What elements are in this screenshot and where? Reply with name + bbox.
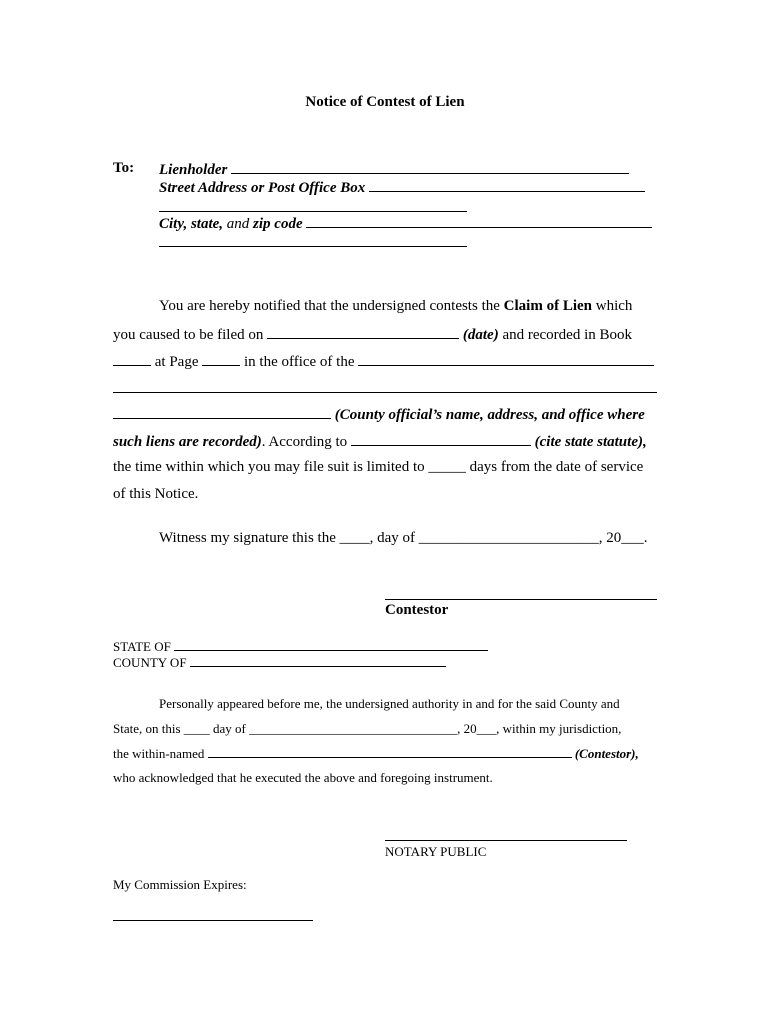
para1-line7: the time within which you may file suit is limited to _____ days from the date of service: [113, 459, 644, 475]
contestor-role-label: (Contestor),: [574, 746, 639, 761]
para1-text: which: [592, 298, 633, 314]
para1-text: you caused to be filed on: [113, 327, 268, 343]
zip-label: zip code: [253, 216, 303, 232]
para1-line3: [113, 352, 654, 371]
para1-text: You are hereby notified that the undersigned contests the: [159, 298, 504, 314]
county-of-label: COUNTY OF: [113, 655, 187, 670]
street-line: [159, 178, 645, 197]
commission-expires-label: My Commission Expires:: [113, 877, 247, 892]
contestor-name-blank[interactable]: [208, 746, 572, 758]
office-blank[interactable]: [358, 352, 654, 366]
book-blank[interactable]: [113, 352, 151, 366]
lienholder-blank[interactable]: [231, 160, 629, 174]
lienholder-label: Lienholder: [159, 162, 228, 178]
statute-blank[interactable]: [351, 432, 531, 446]
notary-signature-line[interactable]: [385, 840, 627, 841]
para1-line5: [113, 405, 645, 424]
liens-recorded-label: such liens are recorded): [113, 434, 262, 450]
street-label: Street Address or Post Office Box: [159, 180, 366, 196]
para1-line6: [113, 432, 647, 451]
para1-text: . According to: [261, 434, 351, 450]
notary-public-label: NOTARY PUBLIC: [385, 844, 487, 859]
contestor-signature-line[interactable]: [385, 599, 657, 600]
contestor-label: Contestor: [385, 602, 449, 618]
date-filed-blank[interactable]: [267, 325, 459, 339]
county-of-line: [113, 655, 446, 671]
date-label: (date): [462, 327, 499, 343]
para1-text: and recorded in Book: [498, 327, 632, 343]
notary-line3: [113, 746, 639, 762]
para1-text: at Page: [151, 354, 203, 370]
document-title: Notice of Contest of Lien: [305, 94, 465, 110]
claim-of-lien: Claim of Lien: [503, 298, 592, 314]
city-blank-2[interactable]: [159, 246, 467, 247]
city-line: [159, 214, 652, 233]
street-blank[interactable]: [369, 178, 645, 192]
page-blank[interactable]: [202, 352, 240, 366]
street-blank-2[interactable]: [159, 211, 467, 212]
to-label: To:: [113, 160, 135, 176]
para1-line2: [113, 325, 632, 344]
state-of-label: STATE OF: [113, 639, 171, 654]
notary-line4: who acknowledged that he executed the above and foregoing instrument.: [113, 770, 493, 785]
para1-text: in the office of the: [240, 354, 359, 370]
county-official-blank[interactable]: [113, 405, 331, 419]
office-blank-2[interactable]: [113, 392, 657, 393]
notary-text: the within-named: [113, 746, 208, 761]
state-of-line: [113, 639, 488, 655]
para1-line1: [159, 298, 632, 315]
lienholder-line: [159, 160, 629, 179]
commission-expires-blank[interactable]: [113, 920, 313, 921]
city-blank[interactable]: [306, 214, 652, 228]
city-label-and: and: [226, 216, 250, 232]
county-blank[interactable]: [190, 655, 446, 667]
witness-line: Witness my signature this the ____, day of ________________________, 20___.: [159, 530, 648, 546]
statute-label: (cite state statute),: [530, 434, 647, 450]
notary-line2: State, on this ____ day of ________________________________, 20___, within my jurisdiction,: [113, 721, 622, 736]
para1-line8: of this Notice.: [113, 486, 199, 502]
notary-line1: Personally appeared before me, the undersigned authority in and for the said County and: [159, 696, 620, 711]
state-blank[interactable]: [174, 639, 488, 651]
city-label: City, state,: [159, 216, 224, 232]
county-official-label: (County official’s name, address, and office where: [331, 407, 645, 423]
